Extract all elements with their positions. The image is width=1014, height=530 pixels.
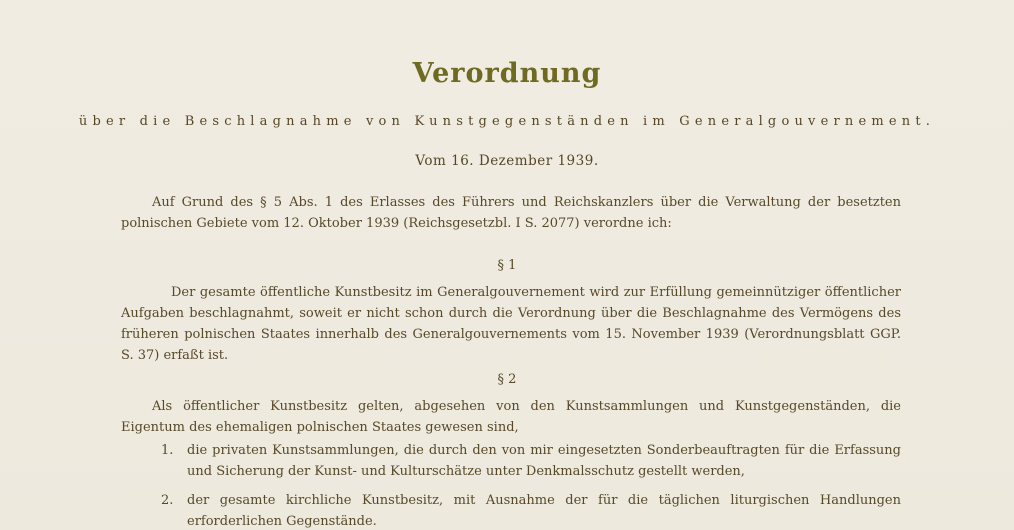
list-item-number: 1. [161,443,174,458]
intro-paragraph: Auf Grund des § 5 Abs. 1 des Erlasses des Führers und Reichskanzlers über die Verwaltung der besetzten polnischen Gebiete vom 12. Oktober 1939 (Reichsgesetzbl. I S. 2077) verordne ich: [121,195,901,231]
list-item-text: der gesamte kirchliche Kunstbesitz, mit Ausnahme der für die täglichen liturgischen Handlungen erforderlichen Gegenstände. [187,493,901,529]
document-title: Verordnung [412,58,602,89]
document-subtitle: über die Beschlagnahme von Kunstgegenständen im Generalgouvernement. [78,114,936,129]
list-item [161,440,901,482]
section-2-heading: § 2 [497,372,517,387]
section-2-text: Als öffentlicher Kunstbesitz gelten, abgesehen von den Kunstsammlungen und Kunstgegenständen, die Eigentum des ehemaligen polnischen Staates gewesen sind, [121,399,901,435]
list-item-number: 2. [161,493,174,508]
section-1-heading: § 1 [497,258,517,273]
list-item-text: die privaten Kunstsammlungen, die durch den von mir eingesetzten Sonderbeauftragten für die Erfassung und Sicherung der Kunst- und Kulturschätze unter Denkmalsschutz gestellt werden, [187,443,901,479]
document-date: Vom 16. Dezember 1939. [415,153,599,169]
section-1-text: Der gesamte öffentliche Kunstbesitz im Generalgouvernement wird zur Erfüllung gemeinnütziger öffentlicher Aufgaben beschlagnahmt, soweit er nicht schon durch die Verordnung über die Beschlagnahme des Vermögens des früheren polnischen Staates innerhalb des Generalgouvernements vom 15. November 1939 (Verordnungsblatt GGP. S. 37) erfaßt ist. [121,285,901,363]
list-item [161,490,901,530]
